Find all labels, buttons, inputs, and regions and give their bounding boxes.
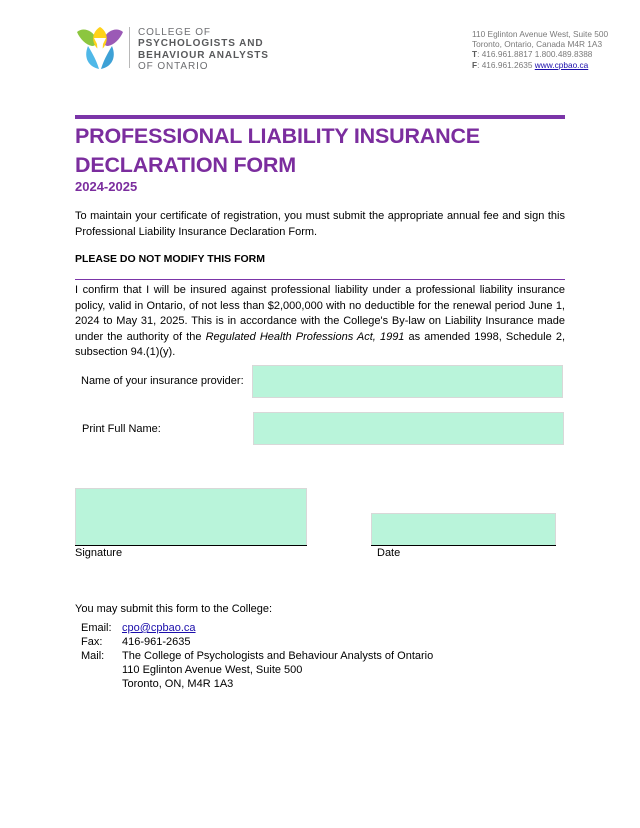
fax-label: Fax: bbox=[81, 636, 103, 648]
mail-line: 110 Eglinton Avenue West, Suite 500 bbox=[122, 664, 303, 676]
org-line: PSYCHOLOGISTS AND bbox=[138, 38, 264, 50]
fax-line bbox=[472, 60, 608, 70]
date-line bbox=[371, 545, 556, 546]
form-year: 2024-2025 bbox=[75, 179, 138, 194]
form-title bbox=[75, 122, 480, 180]
phone-line bbox=[472, 49, 608, 59]
confirmation-statement bbox=[75, 283, 565, 361]
email-label: Email: bbox=[81, 622, 112, 634]
submission-intro: You may submit this form to the College: bbox=[75, 603, 273, 615]
email-value bbox=[122, 622, 196, 634]
website-link[interactable]: www.cpbao.ca bbox=[534, 59, 589, 70]
full-name-field[interactable] bbox=[253, 412, 564, 445]
do-not-modify-notice: PLEASE DO NOT MODIFY THIS FORM bbox=[75, 253, 265, 265]
mail-line: The College of Psychologists and Behaviour Analysts of Ontario bbox=[122, 650, 434, 662]
full-name-label: Print Full Name: bbox=[82, 423, 161, 435]
org-line: OF ONTARIO bbox=[138, 61, 209, 73]
signature-line bbox=[75, 545, 307, 546]
date-field[interactable] bbox=[371, 513, 556, 546]
confirm-text: as amended 1998, Schedule 2, subsection 94.(1)(y). bbox=[75, 330, 565, 359]
signature-label: Signature bbox=[75, 547, 123, 559]
logo-divider bbox=[129, 27, 130, 68]
title-line: DECLARATION FORM bbox=[75, 153, 296, 177]
title-rule bbox=[75, 115, 565, 119]
address-line: 110 Eglinton Avenue West, Suite 500 bbox=[472, 29, 609, 39]
email-link[interactable]: cpo@cpbao.ca bbox=[122, 622, 196, 634]
fax-prefix: F bbox=[472, 59, 478, 70]
provider-label: Name of your insurance provider: bbox=[81, 375, 244, 387]
fax-value: 416-961-2635 bbox=[122, 636, 191, 648]
section-rule bbox=[75, 279, 565, 280]
org-name bbox=[138, 27, 269, 73]
contact-block bbox=[472, 29, 608, 70]
signature-field[interactable] bbox=[75, 488, 307, 546]
address-line: Toronto, Ontario, Canada M4R 1A3 bbox=[472, 39, 603, 50]
org-line: BEHAVIOUR ANALYSTS bbox=[138, 49, 269, 61]
insurance-provider-field[interactable] bbox=[252, 365, 563, 398]
org-line: COLLEGE OF bbox=[138, 27, 211, 38]
mail-line: Toronto, ON, M4R 1A3 bbox=[122, 678, 234, 690]
mail-label: Mail: bbox=[81, 650, 105, 662]
act-name: Regulated Health Professions Act, 1991 bbox=[205, 330, 405, 343]
phone-prefix: T bbox=[472, 49, 478, 60]
title-line: PROFESSIONAL LIABILITY INSURANCE bbox=[75, 124, 480, 148]
fax-number: : 416.961.2635 bbox=[477, 59, 535, 70]
confirm-text: I confirm that I will be insured against professional liability under a professional liability insurance policy, valid in Ontario, of not less than $2,000,000 with no deductible for the renewal period June 1, 2024 to May 31, 2025. This is in accordance with the College's By-law on Liability Insurance made under the authority of the bbox=[75, 284, 565, 343]
date-label: Date bbox=[377, 547, 401, 559]
college-logo bbox=[76, 24, 124, 70]
intro-paragraph: To maintain your certificate of registration, you must submit the appropriate annual fee and sign this Professional Liability Insurance Declaration Form. bbox=[75, 210, 565, 238]
phone-numbers: : 416.961.8817 1.800.489.8388 bbox=[477, 49, 593, 60]
